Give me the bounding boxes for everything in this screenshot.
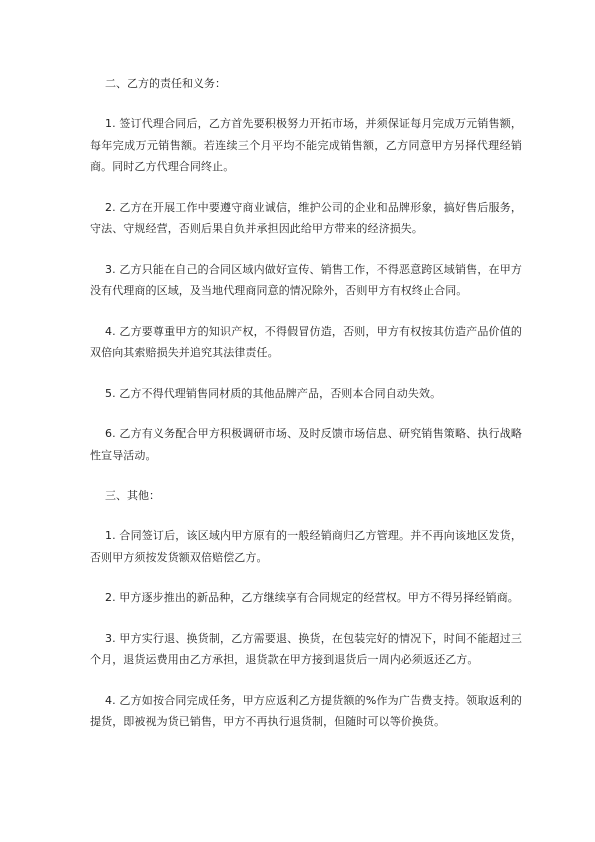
clause-2-4: 4. 乙方要尊重甲方的知识产权，不得假冒仿造，否则，甲方有权按其仿造产品价值的双倍向其索赔损失并追究其法律责任。	[90, 324, 522, 359]
clause-3-2: 2. 甲方逐步推出的新品种，乙方继续享有合同规定的经营权。甲方不得另择经销商。	[105, 591, 519, 604]
section-heading-responsibilities: 二、乙方的责任和义务：	[105, 77, 226, 90]
clause-3-3: 3. 甲方实行退、换货制，乙方需要退、换货，在包装完好的情况下，时间不能超过三个月，退货运费用由乙方承担，退货款在甲方接到退货后一周内必须返还乙方。	[90, 631, 522, 666]
document-body	[90, 73, 522, 752]
clause-2-6: 6. 乙方有义务配合甲方积极调研市场、及时反馈市场信息、研究销售策略、执行战略性宣导活动。	[90, 427, 522, 462]
clause-2-5: 5. 乙方不得代理销售同材质的其他品牌产品，否则本合同自动失效。	[105, 386, 442, 400]
clause-2-3: 3. 乙方只能在自己的合同区域内做好宣传、销售工作，不得恶意跨区域销售，在甲方没有代理商的区域，及当地代理商同意的情况除外，否则甲方有权终止合同。	[90, 262, 522, 297]
clause-3-4: 4. 乙方如按合同完成任务，甲方应返利乙方提货额的%作为广告费支持。领取返利的提货，即被视为货已销售，甲方不再执行退货制，但随时可以等价换货。	[90, 693, 522, 728]
clause-2-2: 2. 乙方在开展工作中要遵守商业诚信，维护公司的企业和品牌形象，搞好售后服务，守法、守规经营，否则后果自负并承担因此给甲方带来的经济损失。	[90, 200, 522, 235]
section-heading-other: 三、其他：	[105, 489, 160, 502]
clause-2-1: 1. 签订代理合同后，乙方首先要积极努力开拓市场，并须保证每月完成万元销售额，每年完成万元销售额。若连续三个月平均不能完成销售额，乙方同意甲方另择代理经销商。同时乙方代理合同终止。	[90, 117, 522, 173]
clause-3-1: 1. 合同签订后，该区域内甲方原有的一般经销商归乙方管理。并不再向该地区发货，否则甲方须按发货额双倍赔偿乙方。	[90, 529, 522, 564]
